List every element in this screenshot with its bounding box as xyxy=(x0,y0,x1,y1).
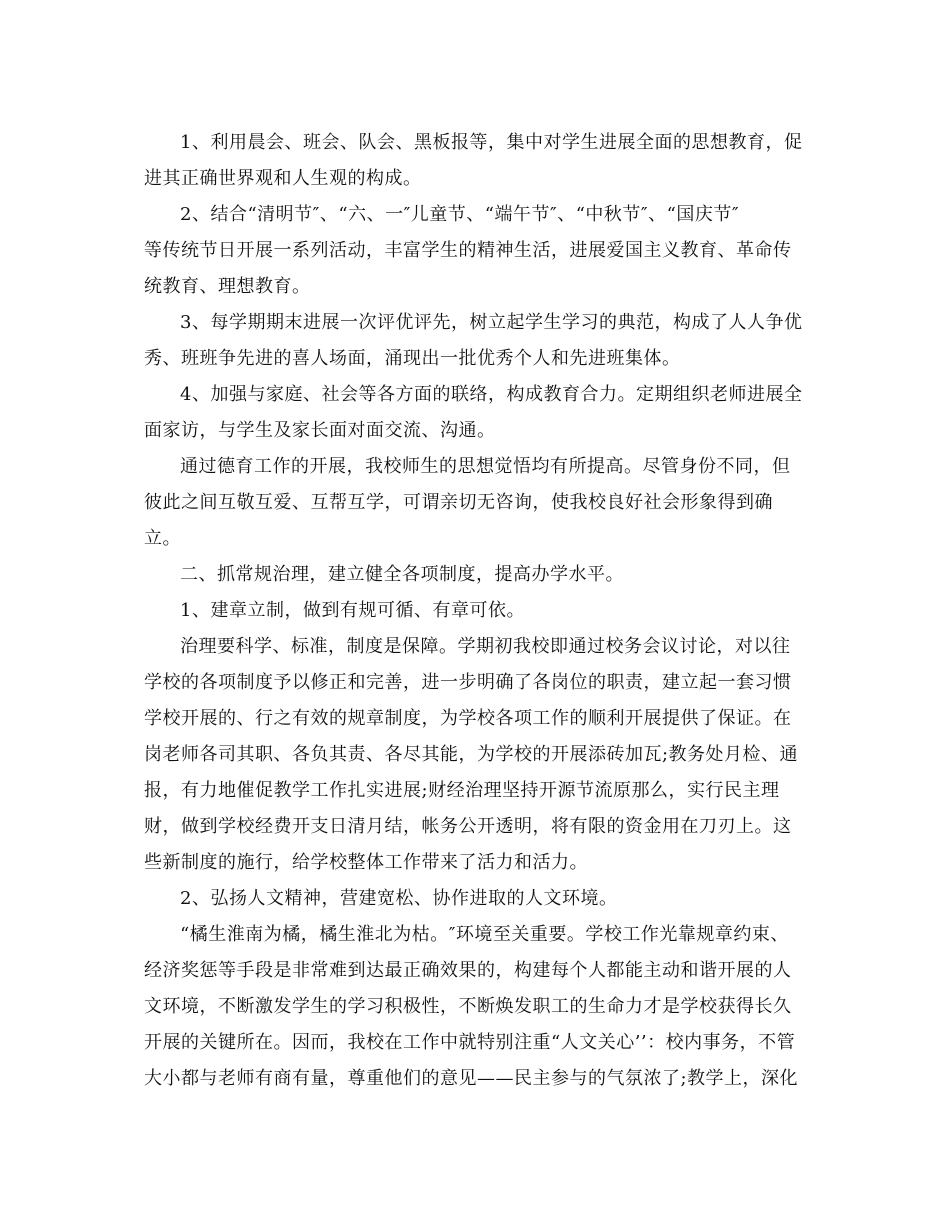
text-line: 些新制度的施行，给学校整体工作带来了活力和活力。 xyxy=(144,852,588,873)
text-line: 治理要科学、标准，制度是保障。学期初我校即通过校务会议讨论，对以往 xyxy=(180,636,791,657)
section-heading: 二、抓常规治理，建立健全各项制度，提高办学水平。 xyxy=(180,564,624,585)
subsection-heading: 2、弘扬人文精神，营建宽松、协作进取的人文环境。 xyxy=(180,888,618,909)
text-line: 彼此之间互敬互爱、互帮互学，可谓亲切无咨询，使我校良好社会形象得到确 xyxy=(144,492,773,513)
text-line: 立。 xyxy=(144,528,181,549)
text-line: 经济奖惩等手段是非常难到达最正确效果的，构建每个人都能主动和谐开展的人 xyxy=(144,960,792,981)
text-line: 面家访，与学生及家长面对面交流、沟通。 xyxy=(144,420,496,441)
text-line: 财，做到学校经费开支日清月结，帐务公开透明，将有限的资金用在刀刃上。这 xyxy=(144,816,792,837)
text-line: 开展的关键所在。因而，我校在工作中就特别注重“人文关心’’：校内事务，不管 xyxy=(144,1032,796,1053)
text-line: 学校的各项制度予以修正和完善，进一步明确了各岗位的职责，建立起一套习惯 xyxy=(144,672,792,693)
text-line: 统教育、理想教育。 xyxy=(144,276,311,297)
text-line: 报，有力地催促教学工作扎实进展;财经治理坚持开源节流原那么，实行民主理 xyxy=(144,780,780,801)
subsection-heading: 1、建章立制，做到有规可循、有章可依。 xyxy=(180,600,525,621)
text-line: 文环境，不断激发学生的学习积极性，不断焕发职工的生命力才是学校获得长久 xyxy=(144,996,792,1017)
text-line: 大小都与老师有商有量，尊重他们的意见——民主参与的气氛浓了;教学上，深化 xyxy=(144,1068,799,1089)
text-line: 3、每学期期末进展一次评优评先，树立起学生学习的典范，构成了人人争优 xyxy=(180,312,803,333)
text-line: 学校开展的、行之有效的规章制度，为学校各项工作的顺利开展提供了保证。在 xyxy=(144,708,792,729)
text-line: 通过德育工作的开展，我校师生的思想觉悟均有所提高。尽管身份不同，但 xyxy=(180,456,791,477)
text-line: “橘生淮南为橘，橘生淮北为枯。″环境至关重要。学校工作光靠规章约束、 xyxy=(180,924,789,945)
text-line: 等传统节日开展一系列活动，丰富学生的精神生活，进展爱国主义教育、革命传 xyxy=(144,240,792,261)
text-line: 4、加强与家庭、社会等各方面的联络，构成教育合力。定期组织老师进展全 xyxy=(180,384,803,405)
text-line: 2、结合“清明节″、“六、一″儿童节、“端午节″、“中秋节″、“国庆节″ xyxy=(180,204,740,225)
text-line: 岗老师各司其职、各负其责、各尽其能，为学校的开展添砖加瓦;教务处月检、通 xyxy=(144,744,799,765)
text-line: 进其正确世界观和人生观的构成。 xyxy=(144,168,422,189)
text-line: 1、利用晨会、班会、队会、黑板报等，集中对学生进展全面的思想教育，促 xyxy=(180,132,803,153)
text-line: 秀、班班争先进的喜人场面，涌现出一批优秀个人和先进班集体。 xyxy=(144,348,681,369)
